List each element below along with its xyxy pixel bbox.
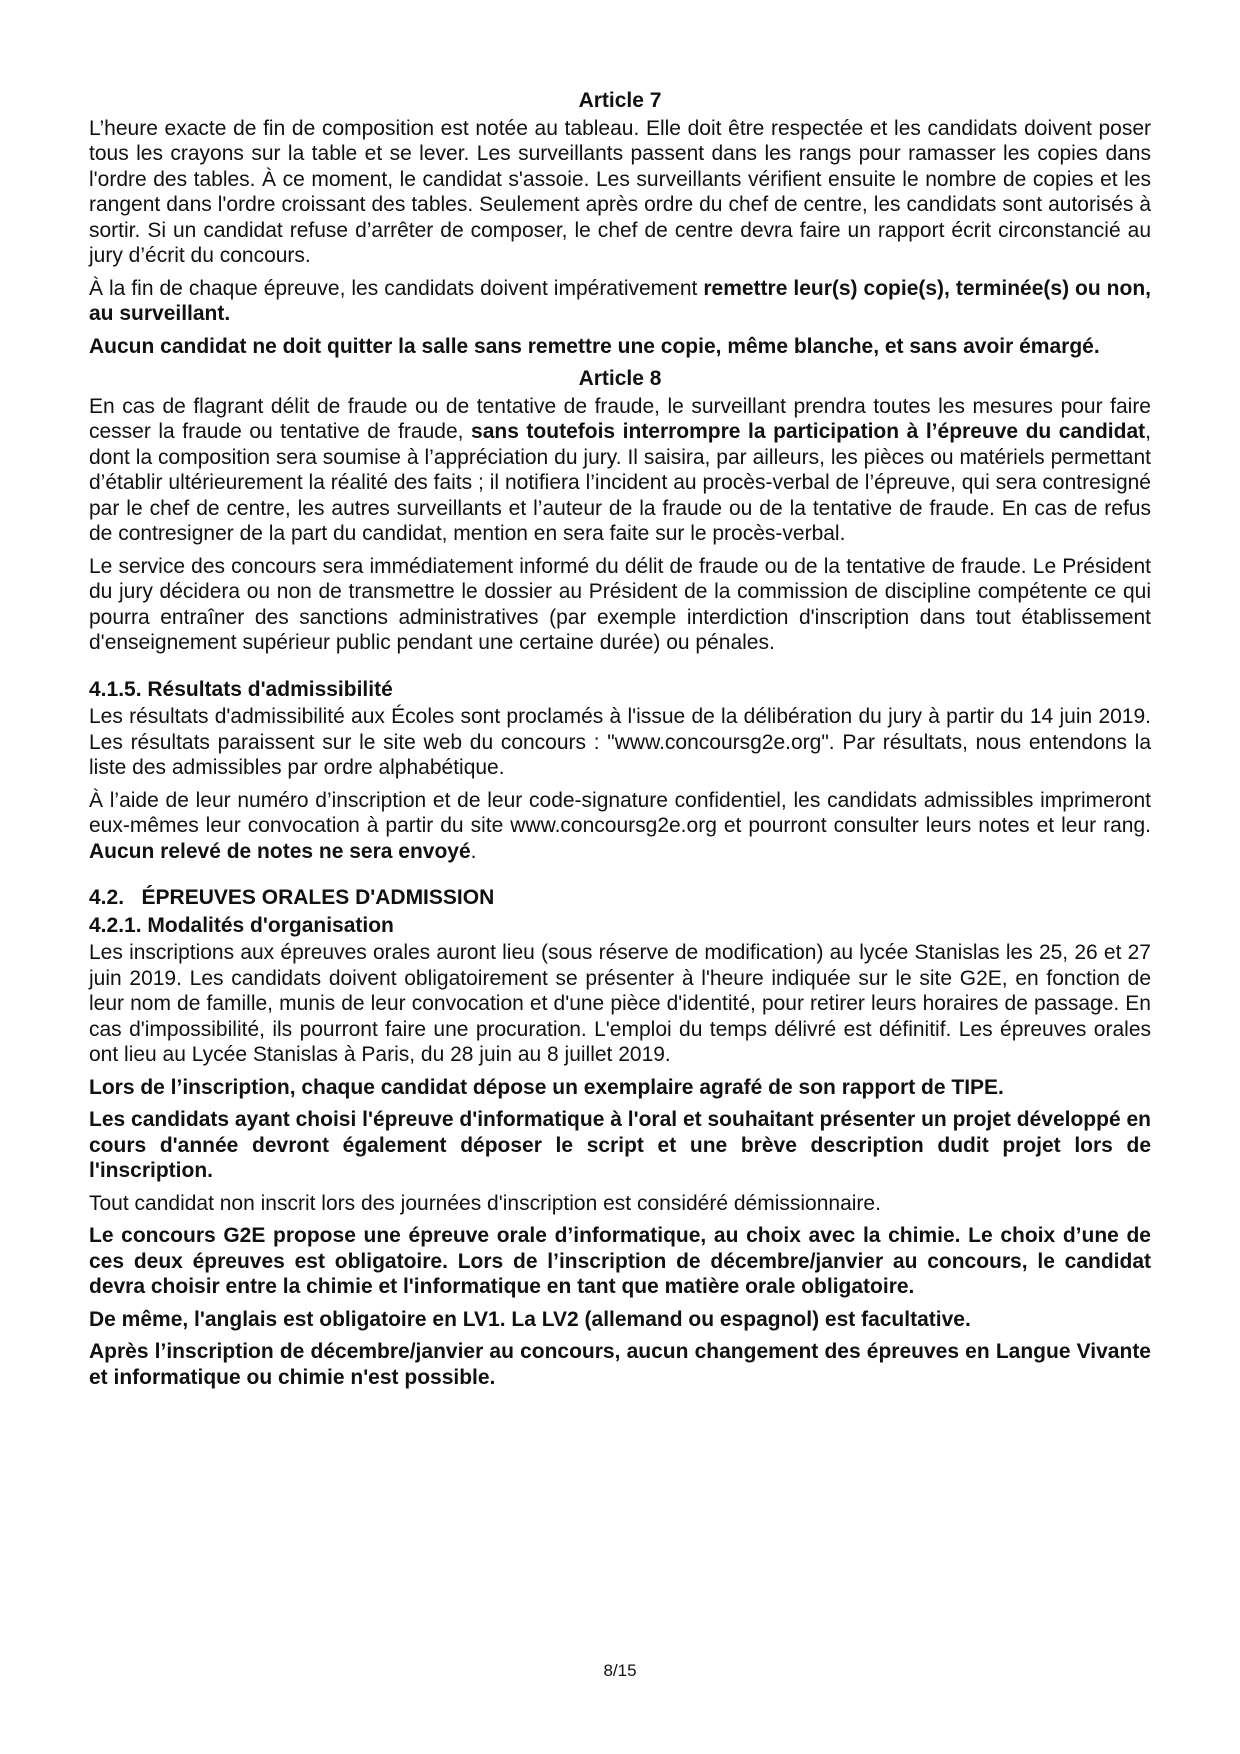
document-page [89,88,1151,1397]
article-8-paragraph-1-bold: sans toutefois interrompre la participation à l’épreuve du candidat [471,420,1146,443]
section-4-2-1-paragraph-3: Les candidats ayant choisi l'épreuve d'informatique à l'oral et souhaitant présenter un projet développé en cours d'année devront également déposer le script et une brève description dudit projet lors de l'inscription. [89,1108,1151,1182]
article-8-paragraph-1 [89,394,1151,547]
section-4-2-1-paragraph-5: Le concours G2E propose une épreuve orale d’informatique, au choix avec la chimie. Le choix d’une de ces deux épreuves est obligatoire. Lors de l’inscription de décembre/janvier au concours, le candidat devra choisir entre la chimie et l'informatique en tant que matière orale obligatoire. [89,1224,1151,1298]
article-7-paragraph-2-bold: remettre leur(s) copie(s), terminée(s) ou non, au surveillant. [89,276,1151,325]
section-4-2-1-paragraph-4: Tout candidat non inscrit lors des journées d'inscription est considéré démissionnaire. [89,1191,881,1215]
article-8-paragraph-2: Le service des concours sera immédiatement informé du délit de fraude ou de la tentative de fraude. Le Président du jury décidera ou non de transmettre le dossier au Président de la commission de discipline compétente ce qui pourra entraîner des sanctions administratives (par exemple interdiction d'inscription dans tout établissement d'enseignement supérieur public pendant une certaine durée) ou pénales. [89,554,1151,654]
spacer [89,663,1151,677]
article-7-paragraph-1: L’heure exacte de fin de composition est notée au tableau. Elle doit être respectée et les candidats doivent poser tous les crayons sur la table et se lever. Les surveillants passent dans les rangs pour ramasser les copies dans l'ordre des tables. À ce moment, le candidat s'assoie. Les surveillants vérifient ensuite le nombre de copies et les rangent dans l'ordre croissant des tables. Seulement après ordre du chef de centre, les candidats sont autorisés à sortir. Si un candidat refuse d’arrêter de composer, le chef de centre devra faire un rapport écrit circonstancié au jury d’écrit du concours. [89,116,1151,267]
section-4-1-5-paragraph-1: Les résultats d'admissibilité aux Écoles sont proclamés à l'issue de la délibération du jury à partir du 14 juin 2019. Les résultats paraissent sur le site web du concours : "www.concoursg2e.org". Par résultats, nous entendons la liste des admissibles par ordre alphabétique. [89,705,1151,779]
page-number: 8/15 [603,1661,637,1680]
section-4-2-1-title: 4.2.1. Modalités d'organisation [89,913,394,937]
section-4-1-5-title: 4.1.5. Résultats d'admissibilité [89,677,393,701]
article-8-title: Article 8 [578,367,662,390]
section-4-1-5-paragraph-2-text: À l’aide de leur numéro d’inscription et de leur code-signature confidentiel, les candidats admissibles imprimeront eux-mêmes leur convocation à partir du site www.concoursg2e.org et pourront consulter leurs notes et leur rang. [89,788,1151,837]
section-4-2-1-paragraph-7: Après l’inscription de décembre/janvier au concours, aucun changement des épreuves en Langue Vivante et informatique ou chimie n'est possible. [89,1340,1151,1389]
section-4-1-5-paragraph-2 [89,788,1151,865]
section-4-1-5-paragraph-2-end: . [470,839,477,863]
section-4-1-5-paragraph-2-bold: Aucun relevé de notes ne sera envoyé [89,839,471,863]
section-4-2-title: 4.2. ÉPREUVES ORALES D'ADMISSION [89,886,495,909]
article-7-paragraph-2-text: À la fin de chaque épreuve, les candidats doivent impérativement [89,276,704,300]
article-8-paragraph-1-end: , dont la composition sera soumise à l’appréciation du jury. Il saisira, par ailleurs, les pièces ou matériels permettant d’établir ultérieurement la réalité des faits ; il notifiera l’incident au procès-verbal de l’épreuve, qui sera contresigné par le chef de centre, les autres surveillants et l’auteur de la fraude ou de la tentative de fraude. En cas de refus de contresigner de la part du candidat, mention en sera faite sur le procès-verbal. [89,420,1151,545]
section-4-2-1-paragraph-1: Les inscriptions aux épreuves orales auront lieu (sous réserve de modification) au lycée Stanislas les 25, 26 et 27 juin 2019. Les candidats doivent obligatoirement se présenter à l'heure indiquée sur le site G2E, en fonction de leur nom de famille, munis de leur convocation et d'une pièce d'identité, pour retirer leurs horaires de passage. En cas d'impossibilité, ils pourront faire une procuration. L'emploi du temps délivré est définitif. Les épreuves orales ont lieu au Lycée Stanislas à Paris, du 28 juin au 8 juillet 2019. [89,941,1151,1066]
section-4-2-1-paragraph-6: De même, l'anglais est obligatoire en LV1. La LV2 (allemand ou espagnol) est facultative. [89,1307,971,1331]
section-4-2-1-paragraph-2: Lors de l’inscription, chaque candidat dépose un exemplaire agrafé de son rapport de TIPE. [89,1075,1004,1099]
article-7-title: Article 7 [578,89,662,112]
article-7-paragraph-2 [89,276,1151,327]
spacer [89,871,1151,885]
article-8-paragraph-1-text: En cas de flagrant délit de fraude ou de tentative de fraude, le surveillant prendra toutes les mesures pour faire cesser la fraude ou tentative de fraude, [89,394,1151,443]
article-7-paragraph-3: Aucun candidat ne doit quitter la salle sans remettre une copie, même blanche, et sans avoir émargé. [89,334,1100,358]
